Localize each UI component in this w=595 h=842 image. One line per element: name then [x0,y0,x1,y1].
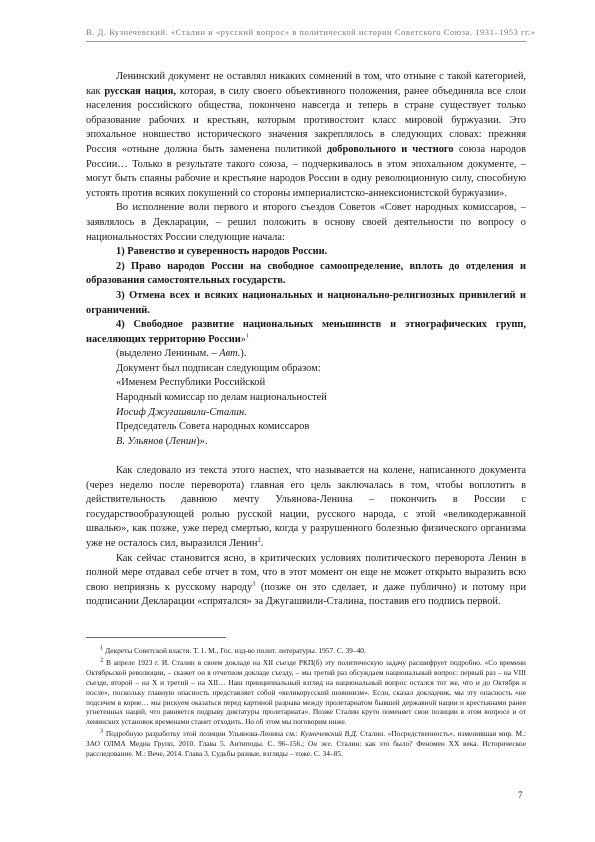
footnote-text: Декреты Советской власти. Т. 1. М., Гос. изд-во полит. литературы. 1957. С. 39–40. [103,646,366,655]
footnote-ref-2[interactable]: 2 [257,536,261,544]
text-run: Как следовало из текста этого наспех, что называется на колене, написанного документа (через неделю после переворота) главная его цель заключалась в том, чтобы воплотить в действительность давнюю мечту Ульянова-Ленина – покончить в России с государствообразующей ролью русской нации, русского народа, с этой «великодержавной швалью», как позже, уже перед смертью, когда у разрушенного болезнью физического организма уже не осталось сил, выразился Ленин [86,465,526,549]
signatory-name-2 [86,435,526,450]
emphasis-note [86,347,526,362]
principle-3 [86,289,526,318]
footnotes [86,646,526,761]
text-run: . [260,538,264,549]
italic-text: Он же. [307,739,333,749]
paragraph-4 [86,552,526,610]
principle-text: 3) Отмена всех и всяких национальных и национально-религиозных привилегий и ограничений. [86,289,526,316]
text-run: Ленинский документ не оставлял никаких сомнений в том, что отныне с такой категорией, как [86,71,526,97]
header-divider [86,41,526,42]
footnote-number: 3 [100,727,104,735]
text-run: (выделено Лениным. – [116,348,220,360]
running-head: В. Д. Кузнечевский. «Сталин и «русский вопрос» в политической истории Советского Союза. 1931–1953 гг.» [86,27,536,37]
text-run: )». [196,435,208,447]
principle-4 [86,318,526,347]
principle-text: 4) Свободное развитие национальных меньшинств и этнографических групп, населяющих территорию России [86,319,526,345]
text-run: ( [162,435,170,447]
footnote-1 [86,646,526,656]
italic-text: Кузнечевский В.Д. [300,729,358,739]
signatory-title-1: Народный комиссар по делам национальностей [116,392,327,404]
text-run: (позже он это сделает, и даже публично) и потому при подписании Декларации «спрятался» за Джугашвили-Сталина, поставив его подпись первой. [86,581,527,608]
text-run: ). [240,348,247,360]
signed-intro: Документ был подписан следующим образом: [116,362,321,374]
footnote-3 [86,729,526,759]
signatory-name-1 [86,406,526,421]
footnote-number: 1 [100,644,104,652]
italic-text: Ленин [169,435,197,447]
footnote-text: Сталин: как это было? Феномен XX века. Историческое расследование. М.: Вече, 2014. Глава 3. Судьбы разные, взгляды – тоже. С. 34–85. [86,739,526,759]
principle-2 [86,260,526,289]
signatory-title-2: Председатель Совета народных комиссаров [116,421,310,433]
text-run: которая, в силу своего объективного положения, ранее объединяла все слои населения российского общества, покончено навсегда и теперь в стране существует только образование рабочих и крестьян, которым противостоит класс мировой буржуазии. Это эпохальное новшество исторического значения закреплялось в следующих словах: прежняя Россия «отныне должна быть заменена политикой [86,85,526,155]
principle-text: 1) Равенство и суверенность народов России. [116,246,328,258]
footnote-number: 2 [100,656,104,664]
paragraph-2: Во исполнение воли первого и второго съездов Советов «Совет народных комиссаров, – заявлялось в Декларации, – решил положить в основу своей деятельности по вопросу о национальностях России следующие начала: [86,202,526,243]
italic-text: Авт. [219,348,241,360]
text-run: союза народов России… Только в результате такого союза, – подчеркивалось в этом эпохальном документе, – могут быть спаяны рабочие и крестьяне народов России в одну революционную силу, способную устоять против всяких покушений со стороны империалистско-аннексионистской буржуазии». [86,143,526,199]
text-run: » [240,333,246,345]
footnote-ref-1[interactable]: 1 [245,332,250,340]
bold-term: русская нация, [104,85,176,97]
italic-text: Иосиф Джугашвили-Сталин. [116,406,247,418]
footnote-2 [86,658,526,727]
main-text [86,70,526,610]
footnote-ref-3[interactable]: 3 [252,580,256,588]
bold-term: добровольного и честного [326,143,454,155]
footnote-text: В апреле 1923 г. И. Сталин в своем докладе на XII съезде РКП(б) эту политическую задачу расшифрует подробно. «Со времени Октябрьской революции, – скажет он в отчетном докладе съезду, – мы третий раз обсуждаем национальный вопрос: первый раз – на VIII съезде, второй – на X и третий – на XII… Наш принципиальный взгляд на национальный вопрос остался тот же, что и до Октября и после», поскольку главную опасность представляет собой «великорусский шовинизм». Если, сказал докладчик, мы эту опасность «не подсечем в корне… мы рискуем оказаться перед картиной разрыва между пролетариатом бывшей державной нации и крестьянами ранее угнетенных наций, что равняется подрыву диктатуры пролетариата». Позже Сталин круто поменяет свои позиции в этом вопросе и от ленинских установок временами станет отходить. Но об этом мы поговорим ниже. [86,657,526,727]
principle-1 [86,245,526,260]
page-number: 7 [518,790,523,800]
italic-text: В. Ульянов [116,435,163,447]
footnote-divider [86,637,226,638]
text-run: Как сейчас становится ясно, в критических условиях политического переворота Ленин в полной мере отдавал себе отчет в том, что в этот момент он еще не может открыто выразить всю свою неприязнь к русскому народу [86,552,526,593]
footnote-text: Подробную разработку этой позиции Ульянова-Ленина см.: [103,729,301,739]
paragraph-3 [86,464,526,552]
paragraph-1 [86,70,526,201]
principle-text: 2) Право народов России на свободное самоопределение, вплоть до отделения и образования самостоятельных государств. [86,260,526,287]
signed-republic: «Именем Республики Российской [116,377,266,389]
footnote-text: Сталин. «Посредственность», изменившая мир. М.: ЗАО ОЛМА Медиа Групп, 2010. Глава 5. Антиподы. С. 96–156.; [86,729,526,749]
